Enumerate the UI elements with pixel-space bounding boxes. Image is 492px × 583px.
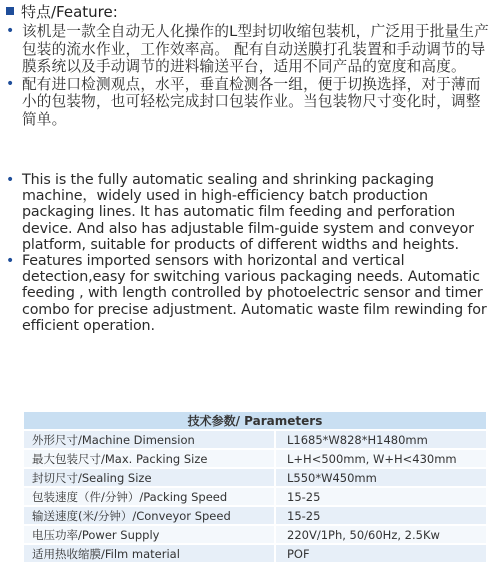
feature-heading [6,1,118,21]
parameters-title: 技术参数/ Parameters [24,412,486,429]
param-label: 封切尺寸/Sealing Size [24,469,276,486]
param-value: 220V/1Ph, 50/60Hz, 2.5Kw [276,526,486,543]
bullet-dot-icon: • [6,75,15,92]
param-label: 最大包装尺寸/Max. Packing Size [24,450,276,467]
bullet-dot-icon: • [6,23,15,39]
feature-en-item [6,172,490,253]
feature-heading-text: 特点/Feature: [21,2,118,21]
param-label: 输送速度(米/分钟）/Conveyor Speed [24,507,276,524]
table-row [24,450,486,467]
table-row [24,545,486,562]
feature-zh-text: 该机是一款全自动无人化操作的L型封切收缩包装机，广泛用于批量生产包装的流水作业，工作效率高。 配有自动送膜打孔装置和手动调节的导膜系统以及手动调节的进料输送平台，适用不同产品的宽度和高度。 [22,23,489,75]
bullet-dot-icon: • [6,172,15,188]
param-value: 15-25 [276,507,486,524]
bullet-dot-icon: • [6,253,15,270]
features-en-list [6,172,490,334]
feature-en-item [6,253,490,334]
feature-en-text: This is the fully automatic sealing and shrinking packaging machine，widely used in high-efficiency batch production packaging lines. It has automatic film feeding and perforation device. And also has adjustable film-guide system and conveyor platform, suitable for products of different widths and heights. [22,172,474,253]
feature-zh-text: 配有进口检测观点，水平，垂直检测各一组，便于切换选择，对于薄而小的包装物，也可轻松完成封口包装作业。当包装物尺寸变化时，调整简单。 [22,75,481,128]
parameters-header-row [24,412,486,429]
feature-en-text: Features imported sensors with horizontal and vertical detection,easy for switching various packaging needs. Automatic feeding , with length controlled by photoelectric sensor and timer combo for precise adjustment. Automatic waste film rewinding for efficient operation. [22,253,487,334]
param-value: POF [276,545,486,562]
param-value: 15-25 [276,488,486,505]
table-row [24,469,486,486]
param-label: 包装速度（件/分钟）/Packing Speed [24,488,276,505]
param-label: 适用热收缩膜/Film material [24,545,276,562]
feature-zh-item [6,76,490,129]
feature-zh-item [6,23,490,76]
param-value: L1685*W828*H1480mm [276,431,486,448]
table-row [24,507,486,524]
param-value: L550*W450mm [276,469,486,486]
table-row [24,526,486,543]
table-row [24,488,486,505]
parameters-table [24,410,486,564]
param-label: 电压功率/Power Supply [24,526,276,543]
table-row [24,431,486,448]
param-label: 外形尺寸/Machine Dimension [24,431,276,448]
param-value: L+H<500mm, W+H<430mm [276,450,486,467]
square-bullet-icon [6,7,14,15]
features-zh-list [6,23,490,128]
